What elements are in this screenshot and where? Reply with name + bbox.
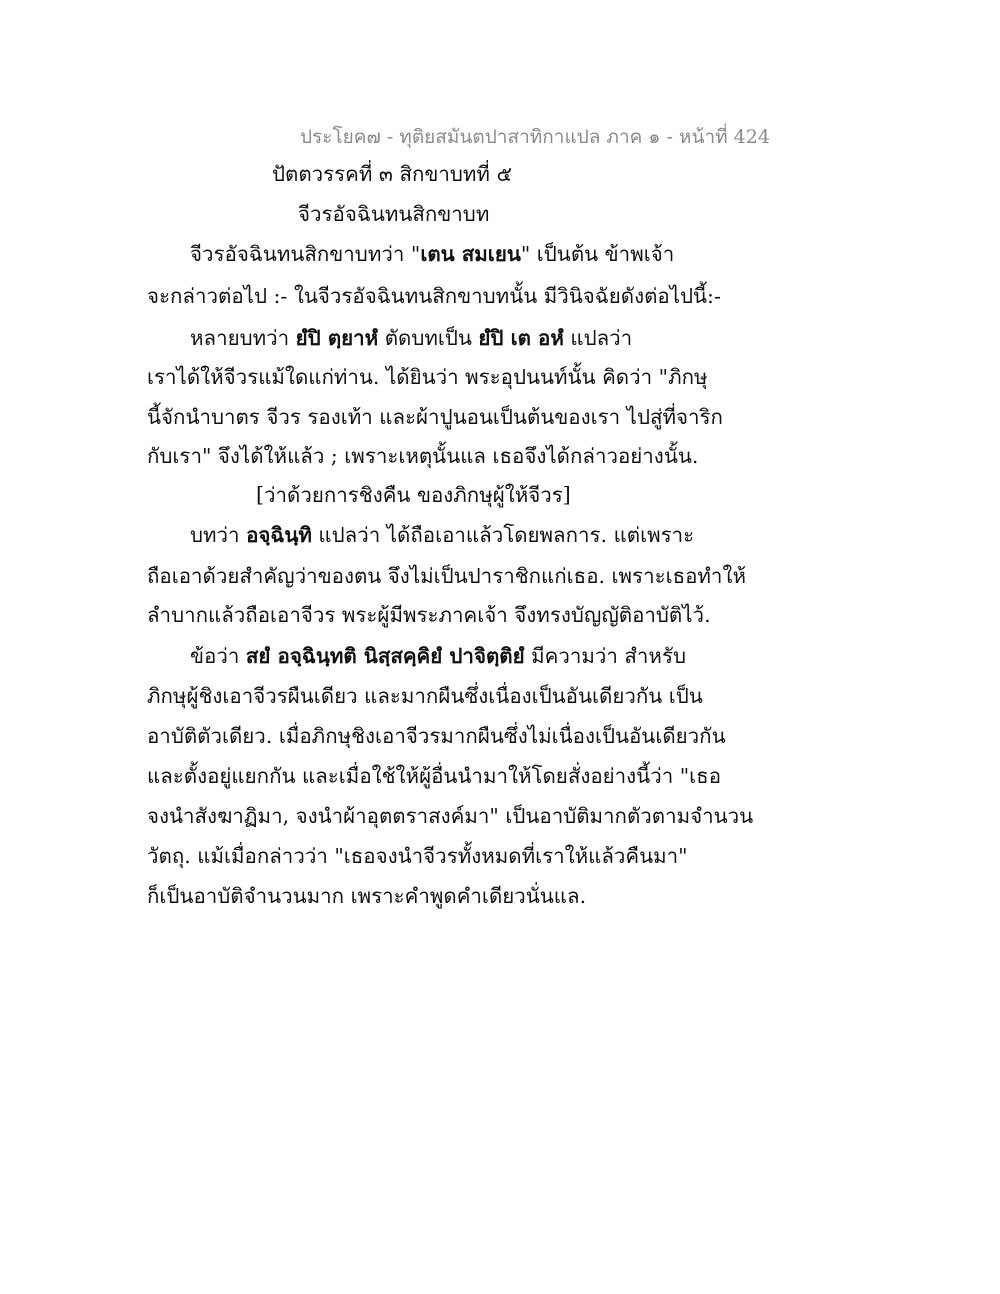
paragraph-4-line-5: จงนำสังฆาฏิมา, จงนำผ้าอุตตราสงค์มา" เป็นอาบัติมากตัวตามจำนวน	[147, 804, 754, 828]
paragraph-3-line-3: ลำบากแล้วถือเอาจีวร พระผู้มีพระภาคเจ้า จึงทรงบัญญัติอาบัติไว้.	[147, 603, 711, 627]
pali-term: อจฺฉินฺทิ	[246, 523, 312, 547]
paragraph-2-line-3: นี้จักนำบาตร จีวร รองเท้า และผ้าปูนอนเป็นต้นของเรา ไปสู่ที่จาริก	[147, 405, 723, 429]
chapter-title: ปัตตวรรคที่ ๓ สิกขาบทที่ ๕	[272, 162, 512, 186]
text-run: จีวรอัจฉินทนสิกขาบทว่า "	[190, 242, 421, 266]
paragraph-4-line-4: และตั้งอยู่แยกกัน และเมื่อใช้ให้ผู้อื่นนำมาให้โดยสั่งอย่างนี้ว่า "เธอ	[147, 764, 721, 788]
text-run: มีความว่า สำหรับ	[524, 644, 686, 668]
paragraph-1-line-1	[190, 240, 674, 268]
text-run: ข้อว่า	[190, 644, 246, 668]
paragraph-2-line-2: เราได้ให้จีวรแม้ใดแก่ท่าน. ได้ยินว่า พระอุปนนท์นั้น คิดว่า "ภิกษุ	[147, 365, 708, 389]
pali-term: เตน สมเยน	[420, 242, 521, 266]
text-run: " เป็นต้น ข้าพเจ้า	[520, 242, 675, 266]
paragraph-4-line-2: ภิกษุผู้ชิงเอาจีวรผืนเดียว และมากผืนซึ่งเนื่องเป็นอันเดียวกัน เป็น	[147, 684, 703, 708]
paragraph-4-line-7: ก็เป็นอาบัติจำนวนมาก เพราะคำพูดคำเดียวนั่นแล.	[147, 884, 587, 908]
pali-term: ยํปิ เต อหํ	[478, 326, 564, 350]
paragraph-3-line-2: ถือเอาด้วยสำคัญว่าของตน จึงไม่เป็นปาราชิกแก่เธอ. เพราะเธอทำให้	[147, 564, 746, 588]
section-subheading: [ว่าด้วยการชิงคืน ของภิกษุผู้ให้จีวร]	[256, 483, 571, 507]
pali-term: สยํ อจฺฉินฺทติ นิสฺสคฺคิยํ ปาจิตฺติยํ	[245, 644, 525, 668]
text-run: บทว่า	[190, 523, 247, 547]
paragraph-4-line-1	[190, 642, 686, 670]
paragraph-2-line-4: กับเรา" จึงได้ให้แล้ว ; เพราะเหตุนั้นแล เธอจึงได้กล่าวอย่างนั้น.	[147, 444, 699, 468]
paragraph-3-line-1	[190, 521, 694, 549]
text-run: หลายบทว่า	[190, 326, 296, 350]
text-run: แปลว่า	[563, 326, 633, 350]
paragraph-1-line-2: จะกล่าวต่อไป :- ในจีวรอัจฉินทนสิกขาบทนั้น มีวินิจฉัยดังต่อไปนี้:-	[147, 284, 721, 308]
page-header: ประโยค๗ - ทุติยสมันตปาสาทิกาแปล ภาค ๑ - หน้าที่ 424	[300, 126, 770, 148]
pali-term: ยํปิ ตฺยาหํ	[295, 326, 379, 350]
paragraph-4-line-6: วัตถุ. แม้เมื่อกล่าวว่า "เธอจงนำจีวรทั้งหมดที่เราให้แล้วคืนมา"	[147, 844, 688, 868]
rule-title: จีวรอัจฉินทนสิกขาบท	[298, 202, 490, 226]
paragraph-2-line-1	[190, 324, 632, 352]
paragraph-4-line-3: อาบัติตัวเดียว. เมื่อภิกษุชิงเอาจีวรมากผืนซึ่งไม่เนื่องเป็นอันเดียวกัน	[147, 724, 726, 748]
text-run: แปลว่า ได้ถือเอาแล้วโดยพลการ. แต่เพราะ	[311, 523, 695, 547]
text-run: ตัดบทเป็น	[378, 326, 479, 350]
